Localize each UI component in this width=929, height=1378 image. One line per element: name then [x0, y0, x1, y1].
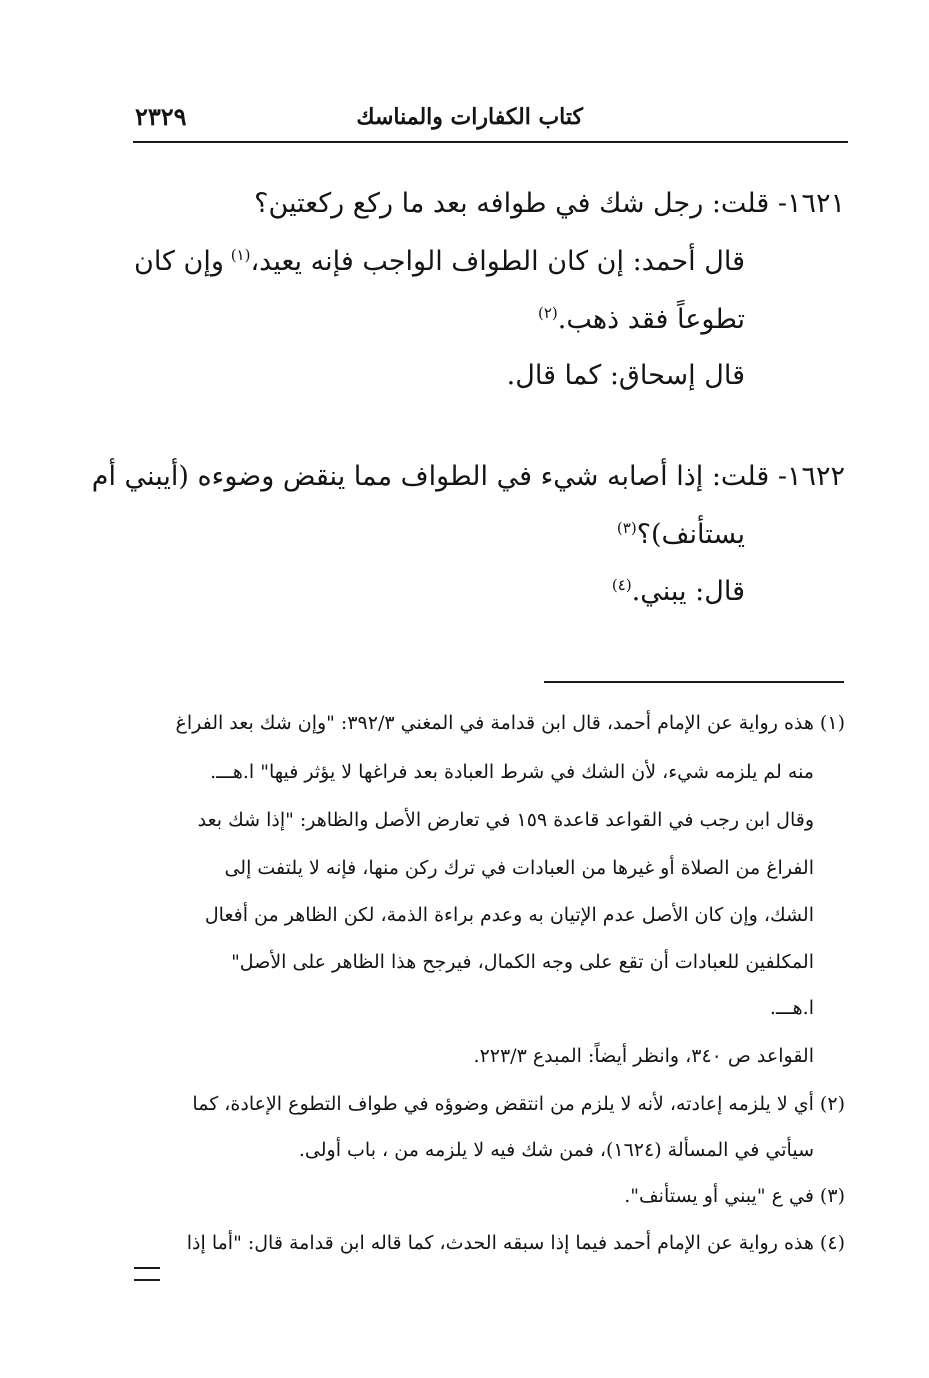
footnote-1-line-6: المكلفين للعبادات أن تقع على وجه الكمال، فيرجح هذا الظاهر على الأصل": [231, 951, 814, 973]
ahmad-answer-line-2: [538, 302, 745, 338]
footnote-3: (٣) في ع "يبني أو يستأنف".: [624, 1185, 845, 1207]
footnote-1-line-5: الشك، وإن كان الأصل عدم الإتيان به وعدم براءة الذمة، لكن الظاهر من أفعال: [204, 904, 814, 926]
footnote-1-reference: القواعد ص ٣٤٠، وانظر أيضاً: المبدع ٢٢٣/٣.: [473, 1045, 814, 1067]
footnote-1-line-7: ا.هـــ.: [769, 997, 814, 1019]
footnote-1-line-4: الفراغ من الصلاة أو غيرها من العبادات في ترك ركن منها، فإنه لا يلتفت إلى: [224, 857, 814, 879]
answer-1622-text: قال: يبني.: [631, 576, 745, 607]
footnote-ref-4: (٤): [611, 576, 632, 594]
footnote-1-line-2: منه لم يلزمه شيء، لأن الشك في شرط العبادة بعد فراغها لا يؤثر فيها" ا.هـــ.: [210, 761, 814, 783]
question-1621: ١٦٢١- قلت: رجل شك في طوافه بعد ما ركع ركعتين؟: [254, 188, 845, 219]
answer-1622: [612, 574, 745, 610]
ahmad-answer-line-1-end: وإن كان: [134, 246, 224, 277]
ahmad-answer-text-2: تطوعاً فقد ذهب.: [557, 304, 745, 335]
footnote-1-line-1: (١) هذه رواية عن الإمام أحمد، قال ابن قدامة في المغني ٣٩٢/٣: "وإن شك بعد الفراغ: [175, 712, 845, 734]
ahmad-answer-text: قال أحمد: إن كان الطواف الواجب فإنه يعيد،: [250, 246, 745, 277]
footnote-2-line-2: سيأتي في المسألة (١٦٢٤)، فمن شك فيه لا يلزمه من ، باب أولى.: [298, 1139, 814, 1161]
question-1622-continued: [617, 517, 745, 553]
header-rule: [133, 141, 848, 143]
question-1622-cont-text: يستأنف)؟: [636, 519, 745, 550]
page-number: ٢٣٢٩: [135, 102, 187, 131]
footnote-1-line-3: وقال ابن رجب في القواعد قاعدة ١٥٩ في تعارض الأصل والظاهر: "إذا شك بعد: [197, 809, 814, 831]
page-header: [133, 102, 848, 138]
footnote-ref-1: (١): [230, 246, 251, 264]
footnote-ref-3: (٣): [616, 519, 637, 537]
question-1622: ١٦٢٢- قلت: إذا أصابه شيء في الطواف مما ينقض وضوءه (أيبني أم: [91, 461, 845, 492]
ishaq-answer: قال إسحاق: كما قال.: [506, 360, 745, 391]
footnote-ref-2: (٢): [538, 304, 558, 322]
ahmad-answer-line-1: [231, 244, 745, 280]
footnote-4-line-1: (٤) هذه رواية عن الإمام أحمد فيما إذا سبقه الحدث، كما قاله ابن قدامة قال: "أما إذا: [186, 1232, 845, 1254]
footnote-separator: [544, 681, 844, 683]
continuation-mark: [134, 1267, 160, 1281]
footnote-2-line-1: (٢) أي لا يلزمه إعادته، لأنه لا يلزم من انتقض وضوؤه في طواف التطوع الإعادة، كما: [192, 1093, 845, 1115]
running-title: كتاب الكفارات والمناسك: [356, 104, 583, 130]
